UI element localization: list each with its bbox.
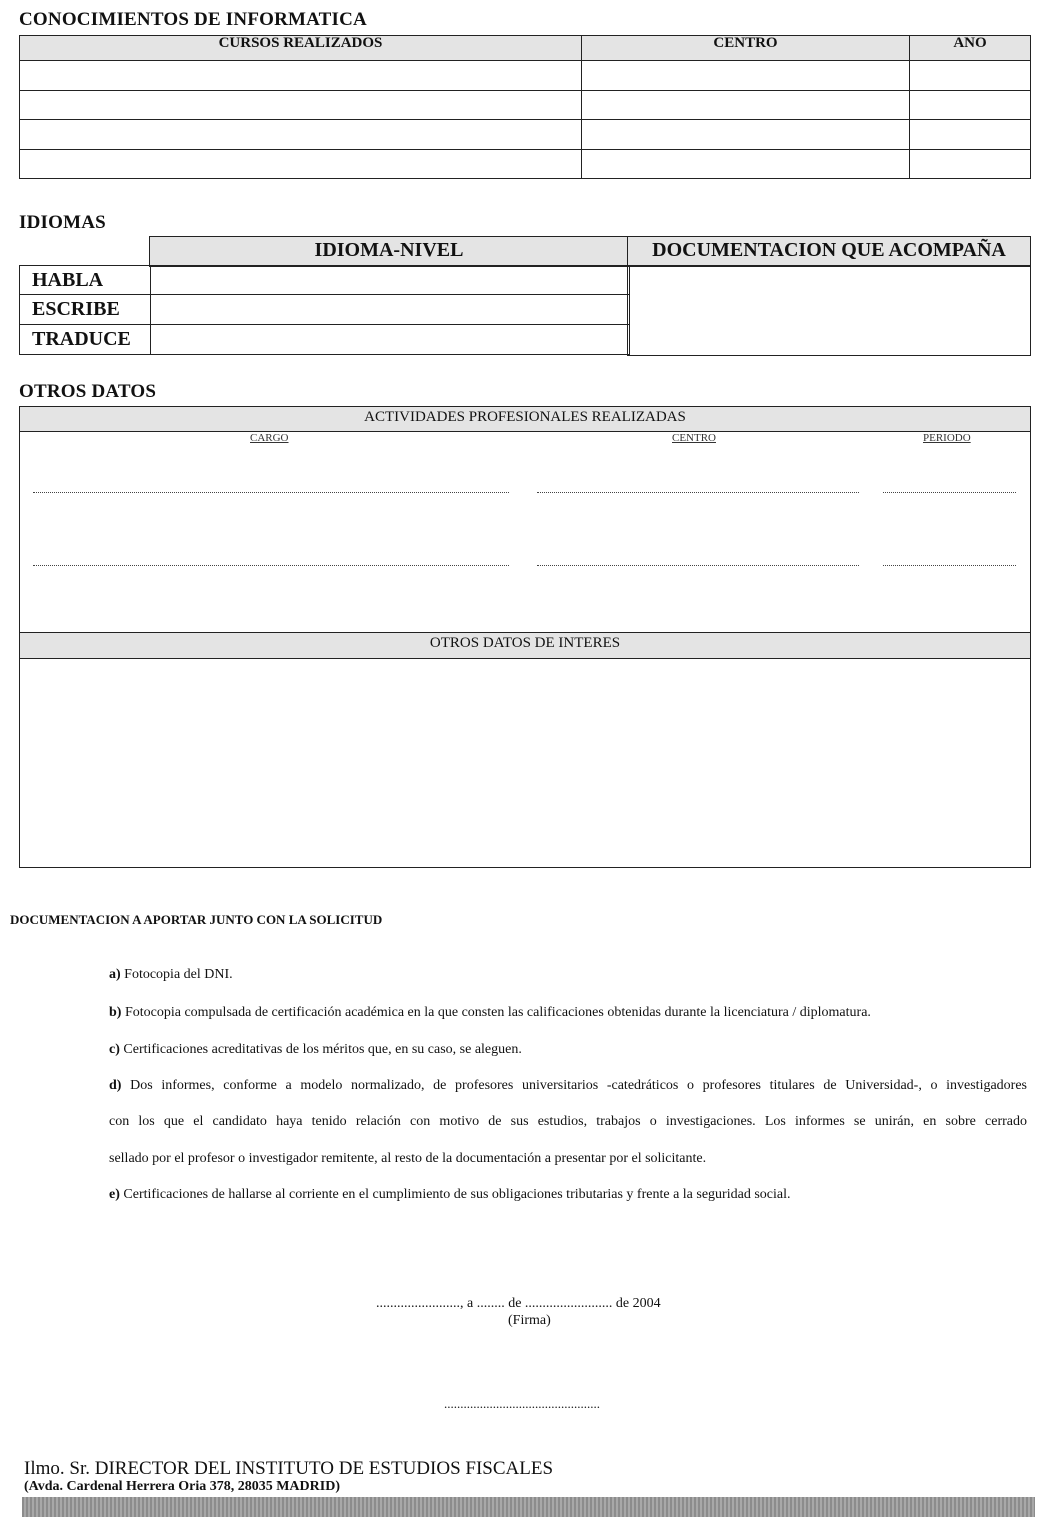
firma-label: (Firma) xyxy=(508,1313,551,1328)
doc-item-b: b) Fotocopia compulsada de certificación académica en la que consten las calificaciones obtenidas durante la licenciatura / diplomatura. xyxy=(109,1005,871,1020)
informatica-title: CONOCIMIENTOS DE INFORMATICA xyxy=(19,9,367,30)
cargo-line[interactable] xyxy=(33,492,509,493)
documentacion-header xyxy=(627,236,1031,267)
cargo-line[interactable] xyxy=(33,565,509,566)
col-cursos-realizados: CURSOS REALIZADOS xyxy=(20,36,582,61)
ano-cell[interactable] xyxy=(910,150,1031,179)
doc-item-e: e) Certificaciones de hallarse al corriente en el cumplimiento de sus obligaciones tributarias y frente a la seguridad social. xyxy=(109,1187,791,1202)
centro-cell[interactable] xyxy=(582,91,910,120)
doc-item-c: c) Certificaciones acreditativas de los méritos que, en su caso, se aleguen. xyxy=(109,1042,522,1057)
footer-bar xyxy=(22,1497,1035,1517)
otros-datos-box xyxy=(19,406,1031,868)
idiomas-table xyxy=(19,265,630,355)
doc-item-d-cont: con los que el candidato haya tenido relación con motivo de sus estudios, trabajos o investigaciones. Los informes se unirán, en sobre cerrado xyxy=(109,1114,1027,1129)
curso-cell[interactable] xyxy=(20,61,582,91)
curso-cell[interactable] xyxy=(20,120,582,150)
row-habla: HABLA xyxy=(20,266,151,295)
documentacion-cell[interactable] xyxy=(627,265,1031,356)
periodo-label: PERIODO xyxy=(923,432,971,444)
cargo-label: CARGO xyxy=(250,432,289,444)
doc-item-a: a) Fotocopia del DNI. xyxy=(109,967,233,982)
addressee: Ilmo. Sr. DIRECTOR DEL INSTITUTO DE ESTUDIOS FISCALES xyxy=(24,1458,554,1479)
interes-header: OTROS DATOS DE INTERES xyxy=(20,632,1030,659)
interes-area[interactable] xyxy=(20,659,1030,867)
idioma-nivel-header xyxy=(149,236,629,267)
documentacion-label: DOCUMENTACION QUE ACOMPAÑA xyxy=(652,239,1006,261)
centro-label: CENTRO xyxy=(672,432,716,444)
documentacion-title: DOCUMENTACION A APORTAR JUNTO CON LA SOLICITUD xyxy=(10,912,383,927)
curso-cell[interactable] xyxy=(20,150,582,179)
centro-line[interactable] xyxy=(537,492,859,493)
otros-title: OTROS DATOS xyxy=(19,381,157,402)
habla-cell[interactable] xyxy=(151,266,630,295)
centro-line[interactable] xyxy=(537,565,859,566)
centro-cell[interactable] xyxy=(582,120,910,150)
ano-cell[interactable] xyxy=(910,91,1031,120)
doc-item-d-cont: sellado por el profesor o investigador remitente, al resto de la documentación a presentar por el solicitante. xyxy=(109,1151,707,1166)
row-traduce: TRADUCE xyxy=(20,325,151,355)
col-ano: ANO xyxy=(910,36,1031,61)
curso-cell[interactable] xyxy=(20,91,582,120)
escribe-cell[interactable] xyxy=(151,295,630,325)
traduce-cell[interactable] xyxy=(151,325,630,355)
actividades-header: ACTIVIDADES PROFESIONALES REALIZADAS xyxy=(20,407,1030,432)
signature-line[interactable]: ................................................ xyxy=(444,1396,600,1411)
address: (Avda. Cardenal Herrera Oria 378, 28035 MADRID) xyxy=(24,1479,340,1494)
informatica-table xyxy=(19,35,1031,179)
periodo-line[interactable] xyxy=(883,492,1016,493)
centro-cell[interactable] xyxy=(582,61,910,91)
idiomas-title: IDIOMAS xyxy=(19,212,106,233)
ano-cell[interactable] xyxy=(910,61,1031,91)
date-line[interactable]: ........................, a ........ de ......................... de 2004 xyxy=(376,1296,661,1311)
centro-cell[interactable] xyxy=(582,150,910,179)
row-escribe: ESCRIBE xyxy=(20,295,151,325)
doc-item-d: d) Dos informes, conforme a modelo normalizado, de profesores universitarios -catedráticos o profesores titulares de Universidad-, o investigadores xyxy=(109,1078,1027,1093)
periodo-line[interactable] xyxy=(883,565,1016,566)
col-centro: CENTRO xyxy=(582,36,910,61)
ano-cell[interactable] xyxy=(910,120,1031,150)
idioma-nivel-label: IDIOMA-NIVEL xyxy=(314,239,464,261)
